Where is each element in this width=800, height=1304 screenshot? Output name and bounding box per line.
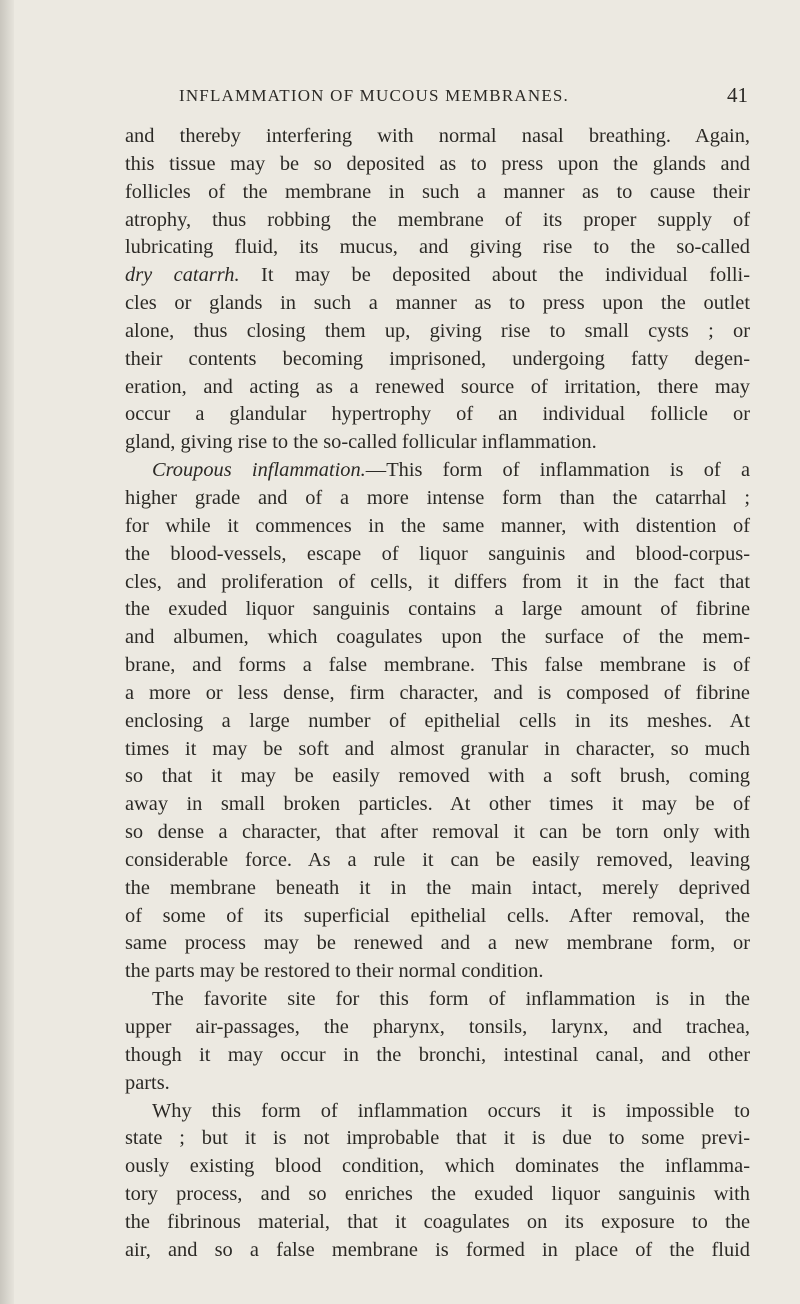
line-text: of some of its superficial epithelial cells. After removal, the	[125, 904, 750, 927]
text-line	[125, 1153, 750, 1181]
text-line	[125, 151, 750, 179]
line-text: the parts may be restored to their normal condition.	[125, 960, 544, 983]
text-line	[125, 346, 750, 374]
line-text: gland, giving rise to the so-called follicular inflammation.	[125, 431, 597, 454]
line-text: eration, and acting as a renewed source of irritation, there may	[125, 375, 750, 398]
line-text: same process may be renewed and a new membrane form, or	[125, 932, 750, 955]
text-line	[125, 1237, 750, 1265]
line-text: cles or glands in such a manner as to press upon the outlet	[125, 292, 750, 315]
line-text: The favorite site for this form of inflammation is in the	[152, 988, 750, 1011]
line-text: atrophy, thus robbing the membrane of its proper supply of	[125, 208, 750, 231]
line-text: and albumen, which coagulates upon the surface of the mem-	[125, 626, 750, 649]
text-line	[125, 986, 750, 1014]
text-line	[125, 374, 750, 402]
line-text: for while it commences in the same manner, with distention of	[125, 514, 750, 537]
line-text: Why this form of inflammation occurs it is impossible to	[152, 1099, 750, 1122]
line-text: ously existing blood condition, which dominates the inflamma-	[125, 1155, 750, 1178]
text-line	[125, 763, 750, 791]
text-line	[125, 318, 750, 346]
line-text: alone, thus closing them up, giving rise to small cysts ; or	[125, 319, 750, 342]
text-line	[125, 1042, 750, 1070]
line-text: their contents becoming imprisoned, undergoing fatty degen-	[125, 347, 750, 370]
text-line	[125, 847, 750, 875]
text-line	[125, 569, 750, 597]
text-line	[125, 791, 750, 819]
line-text: times it may be soft and almost granular in character, so much	[125, 737, 750, 760]
line-text: upper air-passages, the pharynx, tonsils, larynx, and trachea,	[125, 1016, 750, 1038]
line-text: lubricating fluid, its mucus, and giving rise to the so-called	[125, 236, 750, 259]
text-line	[125, 624, 750, 652]
line-text: away in small broken particles. At other times it may be of	[125, 793, 750, 816]
italic-term: dry catarrh.	[125, 264, 240, 287]
text-line	[125, 596, 750, 624]
text-line	[125, 541, 750, 569]
text-line	[125, 819, 750, 847]
text-line	[125, 179, 750, 207]
text-line	[125, 708, 750, 736]
text-line	[125, 234, 750, 262]
text-line	[125, 485, 750, 513]
text-line	[125, 930, 750, 958]
text-line	[125, 207, 750, 235]
line-text: tory process, and so enriches the exuded liquor sanguinis with	[125, 1183, 750, 1206]
text-line	[125, 1181, 750, 1209]
text-line	[125, 401, 750, 429]
text-line	[125, 1014, 750, 1042]
text-line	[125, 290, 750, 318]
text-line	[125, 680, 750, 708]
text-line	[125, 1125, 750, 1153]
text-line	[125, 1209, 750, 1237]
text-line	[125, 958, 750, 986]
text-line	[125, 513, 750, 541]
line-text: so that it may be easily removed with a soft brush, coming	[125, 765, 750, 788]
text-line	[125, 903, 750, 931]
line-text: the blood-vessels, escape of liquor sanguinis and blood-corpus-	[125, 542, 750, 565]
text-line	[125, 736, 750, 764]
line-text: higher grade and of a more intense form than the catarrhal ;	[125, 486, 750, 509]
line-text: though it may occur in the bronchi, intestinal canal, and other	[125, 1043, 750, 1066]
line-text: cles, and proliferation of cells, it differs from it in the fact that	[125, 570, 750, 593]
line-text: brane, and forms a false membrane. This false membrane is of	[125, 654, 750, 677]
line-text: so dense a character, that after removal it can be torn only with	[125, 821, 750, 844]
text-line	[125, 429, 750, 457]
running-head: INFLAMMATION OF MUCOUS MEMBRANES.	[178, 86, 570, 105]
line-text: follicles of the membrane in such a manner as to cause their	[125, 180, 750, 203]
binding-gutter	[0, 0, 14, 1304]
line-text: enclosing a large number of epithelial cells in its meshes. At	[125, 709, 750, 732]
text-line	[125, 652, 750, 680]
text-line	[125, 1070, 750, 1098]
line-text: air, and so a false membrane is formed in place of the fluid	[125, 1238, 750, 1261]
text-line	[125, 123, 750, 151]
text-line	[125, 1098, 750, 1126]
line-text: a more or less dense, firm character, and is composed of fibrine	[125, 681, 750, 704]
line-text: this tissue may be so deposited as to press upon the glands and	[125, 152, 750, 175]
line-text: —This form of inflammation is of a	[365, 459, 750, 482]
italic-term: Croupous inflammation.	[152, 459, 366, 482]
line-text: the exuded liquor sanguinis contains a large amount of fibrine	[125, 598, 750, 621]
text-line	[125, 262, 750, 290]
page-number: 41	[727, 83, 748, 107]
line-text: the membrane beneath it in the main intact, merely deprived	[125, 876, 750, 899]
line-text: the fibrinous material, that it coagulates on its exposure to the	[125, 1210, 750, 1233]
line-text: considerable force. As a rule it can be easily removed, leaving	[125, 848, 750, 871]
text-line	[125, 457, 750, 485]
line-text: parts.	[125, 1071, 170, 1094]
line-text: occur a glandular hypertrophy of an individual follicle or	[125, 403, 750, 426]
page-header	[148, 83, 748, 112]
body-text	[125, 123, 750, 1265]
line-text: and thereby interfering with normal nasal breathing. Again,	[125, 125, 750, 147]
line-text: state ; but it is not improbable that it is due to some previ-	[125, 1127, 750, 1150]
line-text: It may be deposited about the individual folli-	[239, 264, 750, 287]
text-line	[125, 875, 750, 903]
